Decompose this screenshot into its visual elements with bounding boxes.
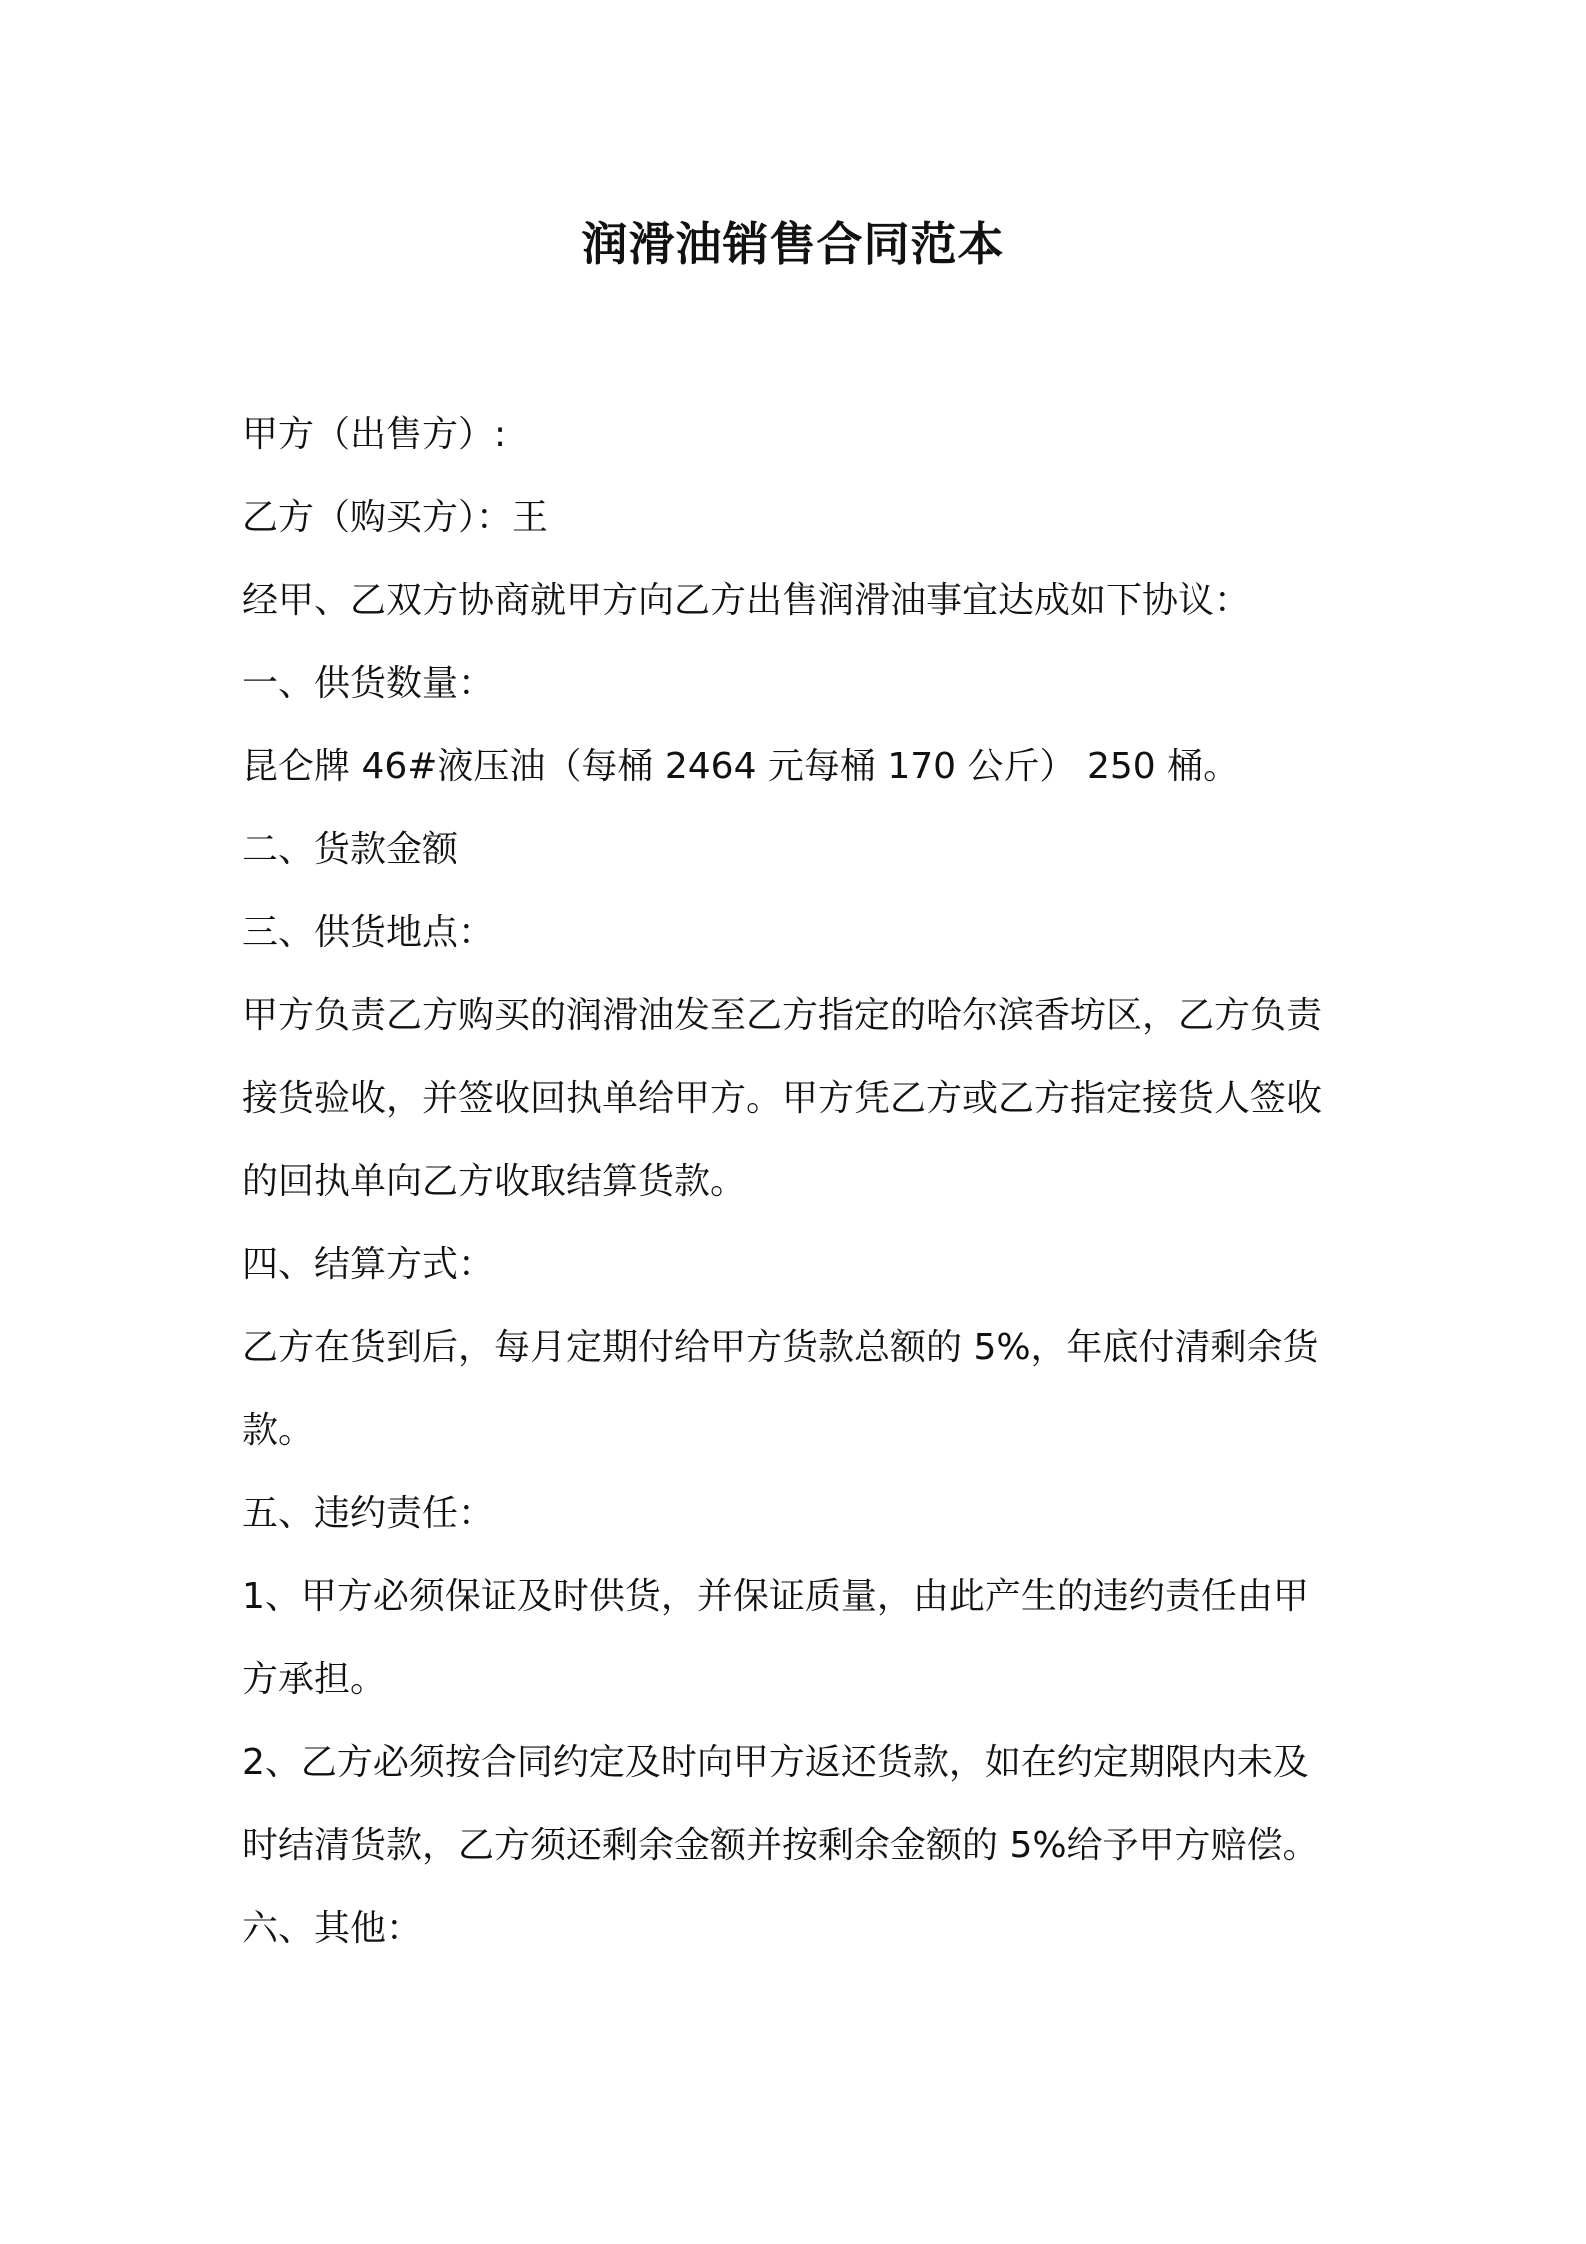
section-3-heading: 三、供货地点：	[242, 912, 495, 953]
section-4-heading: 四、结算方式：	[242, 1244, 495, 1285]
delivery-paragraph-line-3: 的回执单向乙方收取结算货款。	[242, 1161, 747, 1202]
settlement-paragraph-line-1: 乙方在货到后，每月定期付给甲方货款总额的 5%，年底付清剩余货	[242, 1327, 1319, 1368]
party-a-line: 甲方（出售方）:	[242, 414, 507, 455]
liability-2-line-2: 时结清货款，乙方须还剩余金额并按剩余金额的 5%给予甲方赔偿。	[242, 1825, 1319, 1866]
supply-quantity-line: 昆仑牌 46#液压油（每桶 2464 元每桶 170 公斤） 250 桶。	[242, 746, 1240, 787]
liability-2-line-1: 2、乙方必须按合同约定及时向甲方返还货款，如在约定期限内未及	[242, 1742, 1309, 1783]
liability-1-line-1: 1、甲方必须保证及时供货，并保证质量，由此产生的违约责任由甲	[242, 1576, 1309, 1617]
section-2-heading: 二、货款金额	[242, 829, 459, 870]
delivery-paragraph-line-1: 甲方负责乙方购买的润滑油发至乙方指定的哈尔滨香坊区，乙方负责	[242, 995, 1323, 1036]
delivery-paragraph-line-2: 接货验收，并签收回执单给甲方。甲方凭乙方或乙方指定接货人签收	[242, 1078, 1323, 1119]
document-title: 润滑油销售合同范本	[581, 217, 1005, 271]
settlement-paragraph-line-2: 款。	[242, 1410, 315, 1451]
liability-1-line-2: 方承担。	[242, 1659, 387, 1700]
party-b-line: 乙方（购买方）：王	[242, 497, 549, 538]
section-1-heading: 一、供货数量：	[242, 663, 495, 704]
section-6-heading: 六、其他：	[242, 1908, 423, 1949]
agreement-intro-line: 经甲、乙双方协商就甲方向乙方出售润滑油事宜达成如下协议：	[242, 580, 1251, 621]
section-5-heading: 五、违约责任：	[242, 1493, 495, 1534]
